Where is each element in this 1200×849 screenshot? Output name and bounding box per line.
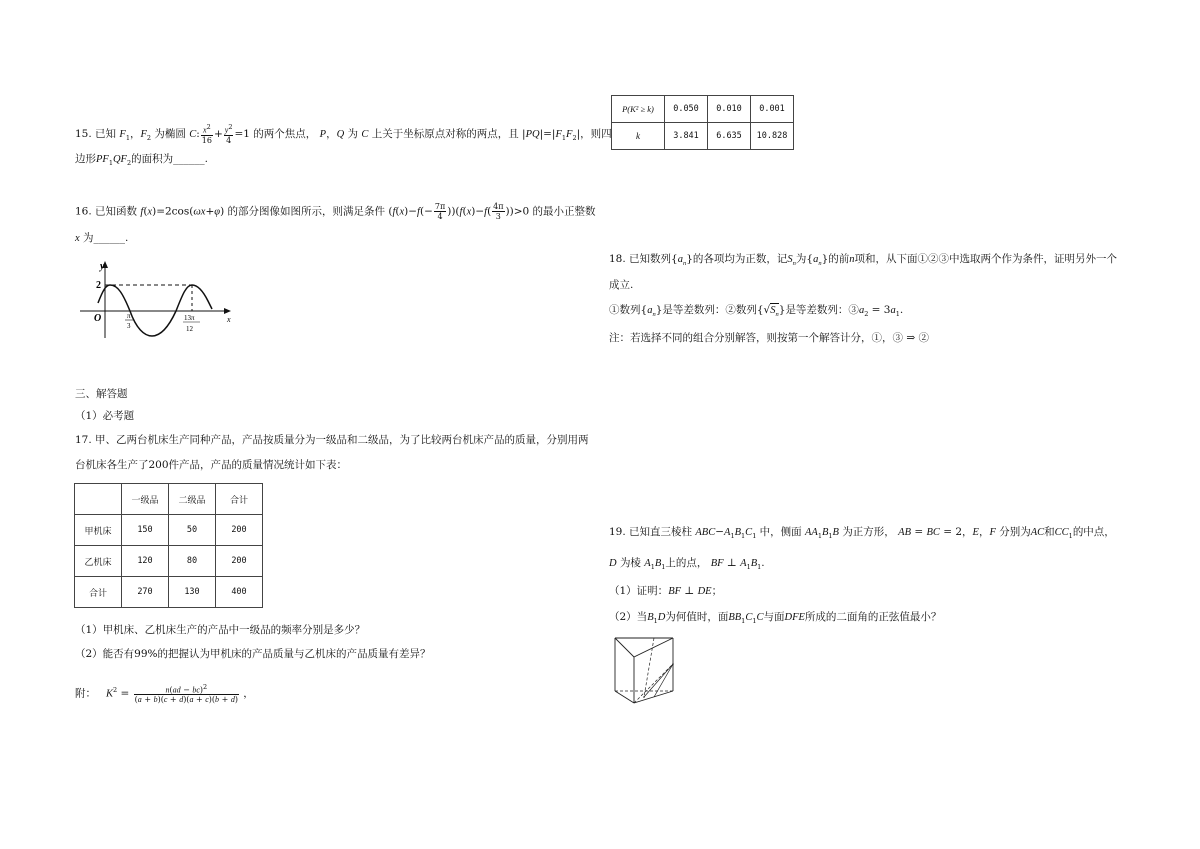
q17-quality-table <box>74 483 263 608</box>
table-row <box>75 546 263 577</box>
table-header-cell: 合计 <box>216 484 263 515</box>
q16-cosine-graph <box>78 256 238 340</box>
table-header-cell: P(K² ≥ k) <box>612 96 665 123</box>
table-cell: 130 <box>169 577 216 608</box>
q18-note: 注：若选择不同的组合分别解答，则按第一个解答计分，①，③ ⇒ ② <box>609 332 929 344</box>
tick1-den: 3 <box>127 322 131 330</box>
table-row <box>75 577 263 608</box>
y-axis-label: y <box>100 261 105 272</box>
table-cell: 50 <box>169 515 216 546</box>
table-row <box>612 123 794 150</box>
x-axis-arrow <box>224 308 231 314</box>
q18-line2: 成立. <box>609 279 634 291</box>
q15-line1: 15. 已知 $F_1$，$F_2$ 为椭圆 C: $\frac{x^2}{16}$ + $\frac{y^2}{4}$ =1 的两个焦点， P，Q 为 C 上关于坐标原点对称的两点，且 $|PQ|=|F_1F_2|$，则四 <box>75 123 612 145</box>
tick2-num: 13π <box>184 314 195 322</box>
table-row <box>75 515 263 546</box>
table-cell: 120 <box>122 546 169 577</box>
table-cell: 270 <box>122 577 169 608</box>
max-value-label: 2 <box>96 280 101 291</box>
table-cell: 0.010 <box>708 96 751 123</box>
table-cell: 0.050 <box>665 96 708 123</box>
table-cell: 200 <box>216 546 263 577</box>
prism-edge <box>634 691 673 703</box>
table-cell: 80 <box>169 546 216 577</box>
k-critical-table <box>611 95 794 150</box>
table-cell: 乙机床 <box>75 546 122 577</box>
section-subtitle: （1）必考题 <box>75 410 135 422</box>
table-cell: 400 <box>216 577 263 608</box>
q17-sub1: （1）甲机床、乙机床生产的产品中一级品的频率分别是多少？ <box>75 624 366 636</box>
section-title: 三、解答题 <box>75 388 128 400</box>
prism-edge <box>615 691 634 703</box>
x-axis-label: x <box>227 315 231 324</box>
q19-sub2: （2）当$B_1D$为何值时，面$BB_1C_1C$与面DFE所成的二面角的正弦值最小？ <box>609 611 942 626</box>
prism-point <box>643 696 645 698</box>
table-cell: 200 <box>216 515 263 546</box>
table-header-cell: 二级品 <box>169 484 216 515</box>
table-header-cell: 一级品 <box>122 484 169 515</box>
table-cell: 10.828 <box>751 123 794 150</box>
q19-line1: 19. 已知直三棱柱 $ABC-A_1B_1C_1$ 中，侧面 $AA_1B_1B$ 为正方形， AB = BC = 2，E，F 分别为AC和$CC_1$的中点， <box>609 526 1115 541</box>
q17-sub2: （2）能否有99%的把握认为甲机床的产品质量与乙机床的产品质量有差异？ <box>75 648 431 660</box>
q16-line2: x 为______. <box>75 232 129 244</box>
origin-label: O <box>94 313 102 324</box>
table-cell: 甲机床 <box>75 515 122 546</box>
q17-line1: 17. 甲、乙两台机床生产同种产品，产品按质量分为一级品和二级品，为了比较两台机床产品的质量，分别用两 <box>75 434 589 446</box>
table-header-cell: k <box>612 123 665 150</box>
table-cell: 3.841 <box>665 123 708 150</box>
table-cell: 6.635 <box>708 123 751 150</box>
q17-line2: 台机床各生产了200件产品，产品的质量情况统计如下表： <box>75 459 348 471</box>
table-row <box>612 96 794 123</box>
q19-sub1: （1）证明：BF ⊥ DE； <box>609 585 723 597</box>
table-cell: 0.001 <box>751 96 794 123</box>
table-cell: 合计 <box>75 577 122 608</box>
table-cell: 150 <box>122 515 169 546</box>
q18-line1: 18. 已知数列$\{a_n\}$的各项均为正数，记$S_n$为$\{a_n\}$的前n项和，从下面①②③中选取两个作为条件，证明另外一个 <box>609 253 1118 268</box>
q17-appendix: 附： $K^2$ = $\frac{n(ad - bc)^2}{(a + b)(c + d)(a + c)(b + d)}$ ， <box>75 682 254 705</box>
prism-point <box>672 663 674 665</box>
table-header-cell <box>75 484 122 515</box>
prism-edge <box>615 638 634 657</box>
q19-prism-figure <box>606 633 686 713</box>
q15-line2: 边形$PF_1QF_2$的面积为______. <box>75 153 208 168</box>
q16-line1: 16. 已知函数 f(x)=2cos(ωx+φ) 的部分图像如图所示，则满足条件 (f(x)−f(− $\frac{7\pi}{4}$ ))(f(x)−f( $\frac{4\pi}{3}$ ))>0 的最小正整数 <box>75 202 596 221</box>
tick1-num: π <box>127 312 131 320</box>
tick2-den: 12 <box>186 325 193 333</box>
q19-line2: D 为棱 $A_1B_1$上的点， BF ⊥ $A_1B_1$. <box>609 557 765 572</box>
q18-line3: ①数列$\{a_n\}$是等差数列：②数列$\{√S_n\}$是等差数列：$③a_2 = 3a_1$. <box>609 304 904 319</box>
